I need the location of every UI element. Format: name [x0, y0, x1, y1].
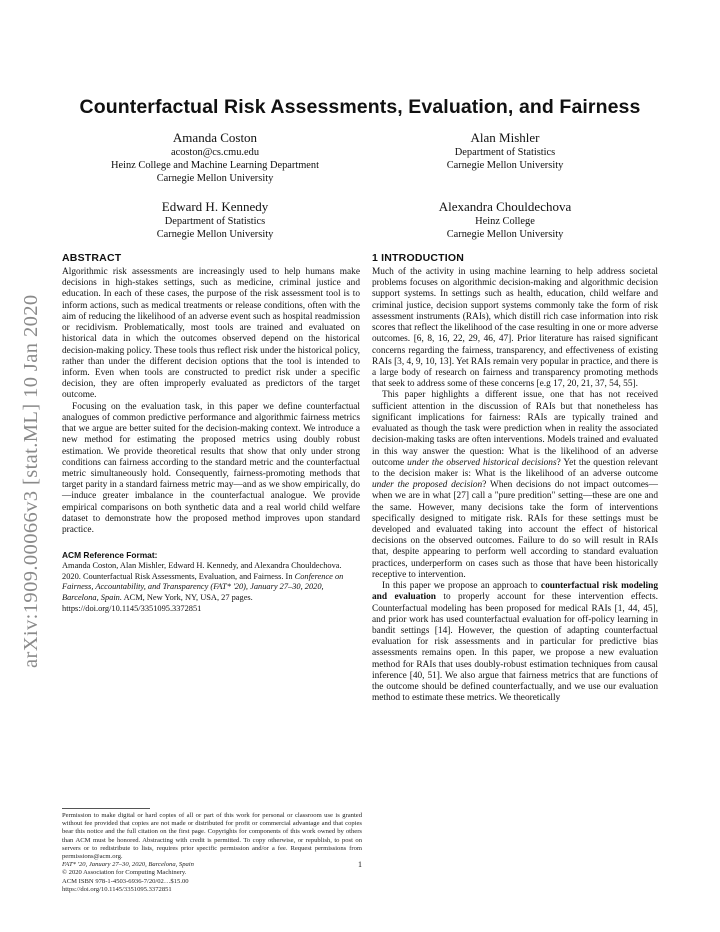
intro-emphasis: under the observed historical decisions [407, 457, 557, 468]
intro-emphasis: under the proposed decision [372, 480, 483, 491]
author-name: Amanda Coston [172, 130, 258, 145]
intro-text: In this paper we propose an approach to [382, 581, 541, 592]
footnote-rule [62, 808, 150, 809]
introduction-heading: 1 INTRODUCTION [372, 252, 465, 264]
author-affiliation: Carnegie Mellon University [156, 173, 274, 185]
intro-paragraph: Much of the activity in using machine learning to help address societal problems focuses on algorithmic decision-making and algorithmic decision support systems. In settings such as health, education, child welfare and criminal justice, decision support systems commonly take the form of risk assessment instruments (RAIs), which distill rich case information into risk scores that reflect the likelihood of the case resulting in one or more adverse outcomes. [6, 8, 16, 22, 29, 46, 47]. Prior literature has raised significant concerns regarding the fairness, transparency, and effectiveness of existing RAIs [3, 4, 9, 10, 13]. Yet RAIs remain very popular in practice, and there is a large body of research on fairness and transparency promoting methods that seek to address some of these concerns [e.g 17, 20, 21, 37, 54, 55]. [372, 267, 658, 390]
acm-reference-doi: ACM, New York, NY, USA, 27 pages. https://doi.org/10.1145/3351095.3372851 [62, 593, 253, 613]
page-number: 1 [358, 860, 362, 869]
abstract-heading: ABSTRACT [62, 252, 122, 264]
conference-line: FAT* '20, January 27–30, 2020, Barcelona, Spain [62, 861, 194, 869]
right-column [372, 251, 658, 705]
copyright-line: © 2020 Association for Computing Machinery. [62, 869, 187, 877]
author-affiliation: Carnegie Mellon University [156, 229, 274, 241]
author-block [80, 199, 350, 241]
author-affiliation: Carnegie Mellon University [446, 229, 564, 241]
arxiv-stamp: arXiv:1909.00066v3 [stat.ML] 10 Jan 2020 [20, 294, 42, 668]
isbn-line: ACM ISBN 978-1-4503-6936-7/20/02…$15.00 [62, 877, 189, 885]
author-name: Alan Mishler [470, 130, 540, 145]
author-block [80, 130, 350, 186]
author-affiliation: Department of Statistics [164, 216, 266, 227]
left-column [62, 251, 360, 614]
doi-line: https://doi.org/10.1145/3351095.3372851 [62, 885, 172, 893]
intro-text: ? When decisions do not impact outcomes—when we are in what [27] call a "pure predition" setting—these are one and the same. However, many decisions take the form of interventions specifically designed to mitigate risk. RAIs for these settings must be developed and evaluated taking into account the effect of historical decisions on the observed outcomes. Failure to do so will result in RAIs that, despite appearing to perform well according to standard evaluation practices, underperform on cases such as those that have been historically receptive to intervention. [372, 480, 658, 580]
intro-paragraph [372, 581, 658, 704]
intro-paragraph [372, 390, 658, 581]
author-email: acoston@cs.cmu.edu [170, 147, 260, 158]
permission-notice [62, 812, 362, 894]
intro-text: This paper highlights a different issue, one that has not received sufficient attention in the discussion of RAIs but that nonetheless has significant implications for fairness: RAIs are typically trained and evaluated as though the task were prediction when in reality the associated decision-making tasks are often interventions. Models trained and evaluated in this way answer the question: What is the likelihood of an adverse outcome [372, 390, 658, 468]
paper-title: Counterfactual Risk Assessments, Evaluation, and Fairness [79, 96, 641, 118]
abstract-paragraph: Algorithmic risk assessments are increasingly used to help humans make decisions in high-stakes settings, such as medicine, criminal justice and education. In each of these cases, the purpose of the risk assessment tool is to inform actions, such as medical treatments or release conditions, often with the aim of reducing the likelihood of an adverse event such as hospital readmission or recidivism. Problematically, most tools are trained and evaluated on historical data in which the outcomes observed depend on the historical decision-making policy. These tools thus reflect risk under the historical policy, rather than under the different decision options that the tool is intended to inform. Even when tools are constructed to predict risk under a specific decision, they are often improperly evaluated as predictors of the target outcome. [62, 267, 360, 401]
author-affiliation: Carnegie Mellon University [446, 160, 564, 172]
author-name: Edward H. Kennedy [161, 199, 269, 214]
abstract-paragraph: Focusing on the evaluation task, in this paper we define counterfactual analogues of common predictive performance and algorithmic fairness metrics that we argue are better suited for the decision-making context. We introduce a new method for estimating the proposed metrics using doubly robust estimation. We provide theoretical results that show that only under strong conditions can fairness according to the standard metric and the counterfactual metric simultaneously hold. Consequently, fairness-promoting methods that target parity in a standard fairness metric may—and as we show empirically, do—induce greater imbalance in the counterfactual analogue. We provide empirical comparisons on both synthetic data and a real world child welfare dataset to demonstrate how the proposed method improves upon standard practice. [62, 401, 360, 536]
acm-reference-citation: Amanda Coston, Alan Mishler, Edward H. Kennedy, and Alexandra Chouldechova. 2020. Counterfactual Risk Assessments, Evaluation, and Fairness. In [62, 561, 342, 581]
author-name: Alexandra Chouldechova [438, 199, 572, 214]
intro-bold-term: counterfactual risk modeling and evaluation [372, 581, 659, 603]
acm-reference-venue: Conference on Fairness, Accountability, and Transparency (FAT* '20), January 27–30, 2020, Barcelona, Spain. [62, 571, 344, 603]
author-affiliation: Heinz College [475, 216, 535, 227]
acm-reference-heading: ACM Reference Format: [62, 550, 158, 561]
author-affiliation: Heinz College and Machine Learning Department [110, 160, 320, 172]
acm-reference-text [62, 561, 360, 614]
intro-text: to properly account for these intervention effects. Counterfactual modeling has been proposed for medical RAIs [1, 44, 45], and prior work has used counterfactual evaluation for off-policy learning in bandit settings [14]. However, the question of adapting counterfactual evaluation for risk assessments and in particular for predictive bias assessments remains open. In this paper, we propose a new evaluation method for RAIs that uses doubly-robust estimation techniques from causal inference [40, 51]. We also argue that fairness metrics that are functions of the outcome should be defined counterfactually, and we use our evaluation method to estimate these metrics. We theoretically [372, 592, 659, 704]
author-affiliation: Department of Statistics [454, 147, 556, 158]
permission-text: Permission to make digital or hard copies of all or part of this work for personal or classroom use is granted without fee provided that copies are not made or distributed for profit or commercial advantage and that copies bear this notice and the full citation on the first page. Copyrights for components of this work owned by others than ACM must be honored. Abstracting with credit is permitted. To copy otherwise, or republish, to post on servers or to redistribute to lists, requires prior specific permission and/or a fee. Request permissions from permissions@acm.org. [62, 812, 362, 861]
author-block [370, 130, 640, 172]
author-block [370, 199, 640, 241]
intro-text: ? Yet the question relevant to the decision maker is: What is the likelihood of an adverse outcome [372, 457, 659, 479]
